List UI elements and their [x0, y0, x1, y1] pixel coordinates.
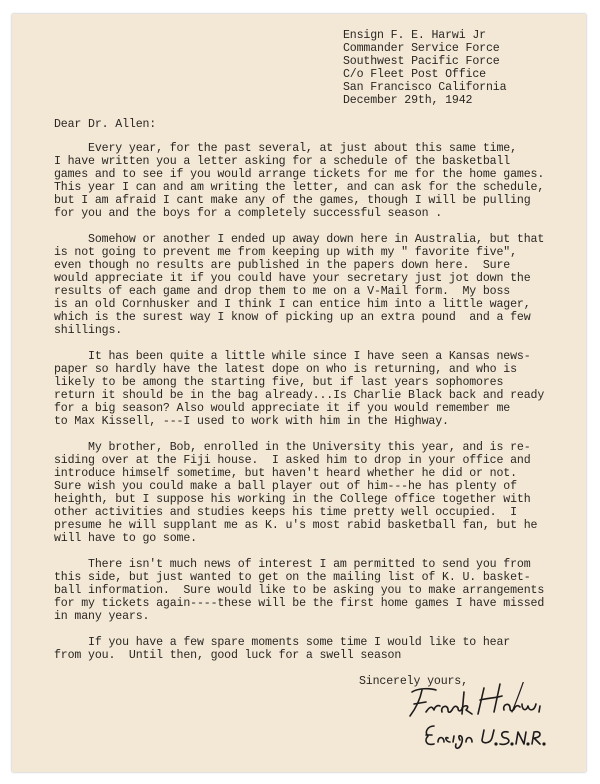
body-line: My brother, Bob, enrolled in the University this year, and is re-: [54, 441, 531, 454]
body-line: There isn't much news of interest I am permitted to send you from: [54, 558, 531, 571]
letter-date: December 29th, 1942: [343, 94, 473, 107]
body-line: heighth, but I suppose his working in the College office together with: [54, 493, 531, 506]
sender-fleet: Southwest Pacific Force: [343, 55, 500, 68]
body-line: It has been quite a little while since I have seen a Kansas news-: [54, 350, 531, 363]
body-line: return it should be in the bag already...Is Charlie Black back and ready: [54, 389, 545, 402]
body-line: siding over at the Fiji house. I asked him to drop in your office and: [54, 454, 531, 467]
sender-unit: Commander Service Force: [343, 42, 500, 55]
body-line: If you have a few spare moments some time I would like to hear: [54, 636, 511, 649]
body-line: ball information. Sure would like to be asking you to make arrangements: [54, 584, 545, 597]
body-line: for you and the boys for a completely successful season .: [54, 207, 443, 220]
body-line: shillings.: [54, 324, 123, 337]
body-line: for my tickets again----these will be the first home games I have missed: [54, 597, 545, 610]
body-line: is not going to prevent me from keeping up with my " favorite five",: [54, 246, 517, 259]
body-line: to Max Kissell, ---I used to work with him in the Highway.: [54, 415, 449, 428]
sender-name: Ensign F. E. Harwi Jr: [343, 29, 486, 42]
sender-post-office: C/o Fleet Post Office: [343, 68, 486, 81]
body-line: even though no results are published in the papers down here. Sure: [54, 259, 511, 272]
body-line: paper so hardly have the latest dope on who is returning, and who is: [54, 363, 517, 376]
body-line: other activities and studies keeps his time pretty well occupied. I: [54, 506, 517, 519]
handwritten-signature: [404, 682, 554, 762]
body-line: likely to be among the starting five, but if last years sophomores: [54, 376, 504, 389]
body-line: This year I can and am writing the letter, and can ask for the schedule,: [54, 181, 545, 194]
body-line: games and to see if you would arrange tickets for me for the home games.: [54, 168, 545, 181]
body-line: results of each game and drop them to me on a V-Mail form. My boss: [54, 285, 511, 298]
body-line: introduce himself sometime, but haven't heard whether he did or not.: [54, 467, 517, 480]
body-line: I have written you a letter asking for a schedule of the basketball: [54, 155, 511, 168]
body-line: Sure wish you could make a ball player out of him---he has plenty of: [54, 480, 517, 493]
body-line: is an old Cornhusker and I think I can entice him into a little wager,: [54, 298, 531, 311]
salutation: Dear Dr. Allen:: [54, 118, 157, 131]
closing: Sincerely yours,: [359, 675, 468, 688]
body-line: from you. Until then, good luck for a swell season: [54, 649, 402, 662]
body-line: this side, but just wanted to get on the mailing list of K. U. basket-: [54, 571, 531, 584]
letter-page: [12, 14, 586, 772]
body-line: presume he will supplant me as K. u's most rabid basketball fan, but he: [54, 519, 538, 532]
body-line: in many years.: [54, 610, 150, 623]
body-line: which is the surest way I know of picking up an extra pound and a few: [54, 311, 531, 324]
body-line: would appreciate it if you could have your secretary just jot down the: [54, 272, 531, 285]
body-line: but I am afraid I cant make any of the games, though I will be pulling: [54, 194, 531, 207]
body-line: Every year, for the past several, at just about this same time,: [54, 142, 517, 155]
body-line: will have to go some.: [54, 532, 197, 545]
sender-city: San Francisco California: [343, 81, 507, 94]
body-line: Somehow or another I ended up away down here in Australia, but that: [54, 233, 545, 246]
body-line: for a big season? Also would appreciate it if you would remember me: [54, 402, 511, 415]
